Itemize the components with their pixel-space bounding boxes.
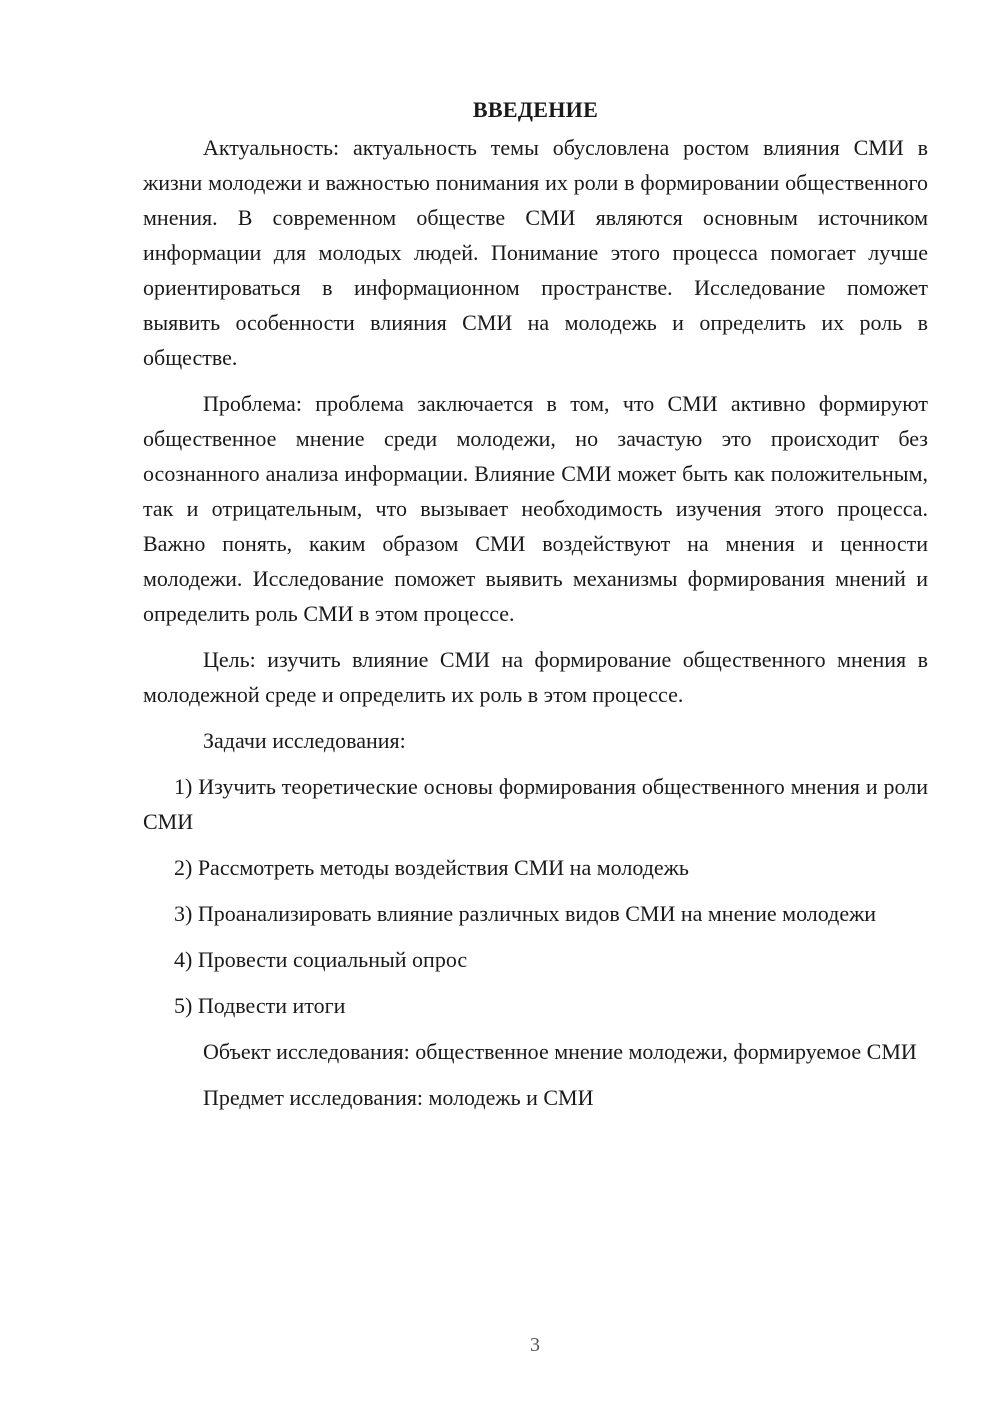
paragraph-subject: Предмет исследования: молодежь и СМИ	[203, 1085, 594, 1110]
task-item: 5) Подвести итоги	[174, 993, 346, 1018]
task-item: 1) Изучить теоретические основы формирования общественного мнения и роли СМИ	[143, 774, 928, 834]
paragraph-problem: Проблема: проблема заключается в том, что СМИ активно формируют общественное мнение среди молодежи, но зачастую это происходит без осознанного анализа информации. Влияние СМИ может быть как положительным, так и отрицательным, что вызывает необходимость изучения этого процесса. Важно понять, каким образом СМИ воздействуют на мнения и ценности молодежи. Исследование поможет выявить механизмы формирования мнений и определить роль СМИ в этом процессе.	[143, 391, 928, 626]
paragraph-relevance: Актуальность: актуальность темы обусловлена ростом влияния СМИ в жизни молодежи и важностью понимания их роли в формировании общественного мнения. В современном обществе СМИ являются основным источником информации для молодых людей. Понимание этого процесса помогает лучше ориентироваться в информационном пространстве. Исследование поможет выявить особенности влияния СМИ на молодежь и определить их роль в обществе.	[143, 135, 928, 370]
task-item: 3) Проанализировать влияние различных видов СМИ на мнение молодежи	[174, 901, 877, 926]
paragraph-goal: Цель: изучить влияние СМИ на формирование общественного мнения в молодежной среде и определить их роль в этом процессе.	[143, 647, 928, 707]
task-item: 4) Провести социальный опрос	[174, 947, 468, 972]
task-item: 2) Рассмотреть методы воздействия СМИ на молодежь	[174, 855, 689, 880]
section-title: ВВЕДЕНИЕ	[472, 97, 599, 122]
paragraph-object: Объект исследования: общественное мнение молодежи, формируемое СМИ	[203, 1039, 917, 1064]
paragraph-tasks-heading: Задачи исследования:	[203, 728, 406, 753]
document-page	[143, 92, 928, 1126]
page-number: 3	[530, 1334, 540, 1356]
